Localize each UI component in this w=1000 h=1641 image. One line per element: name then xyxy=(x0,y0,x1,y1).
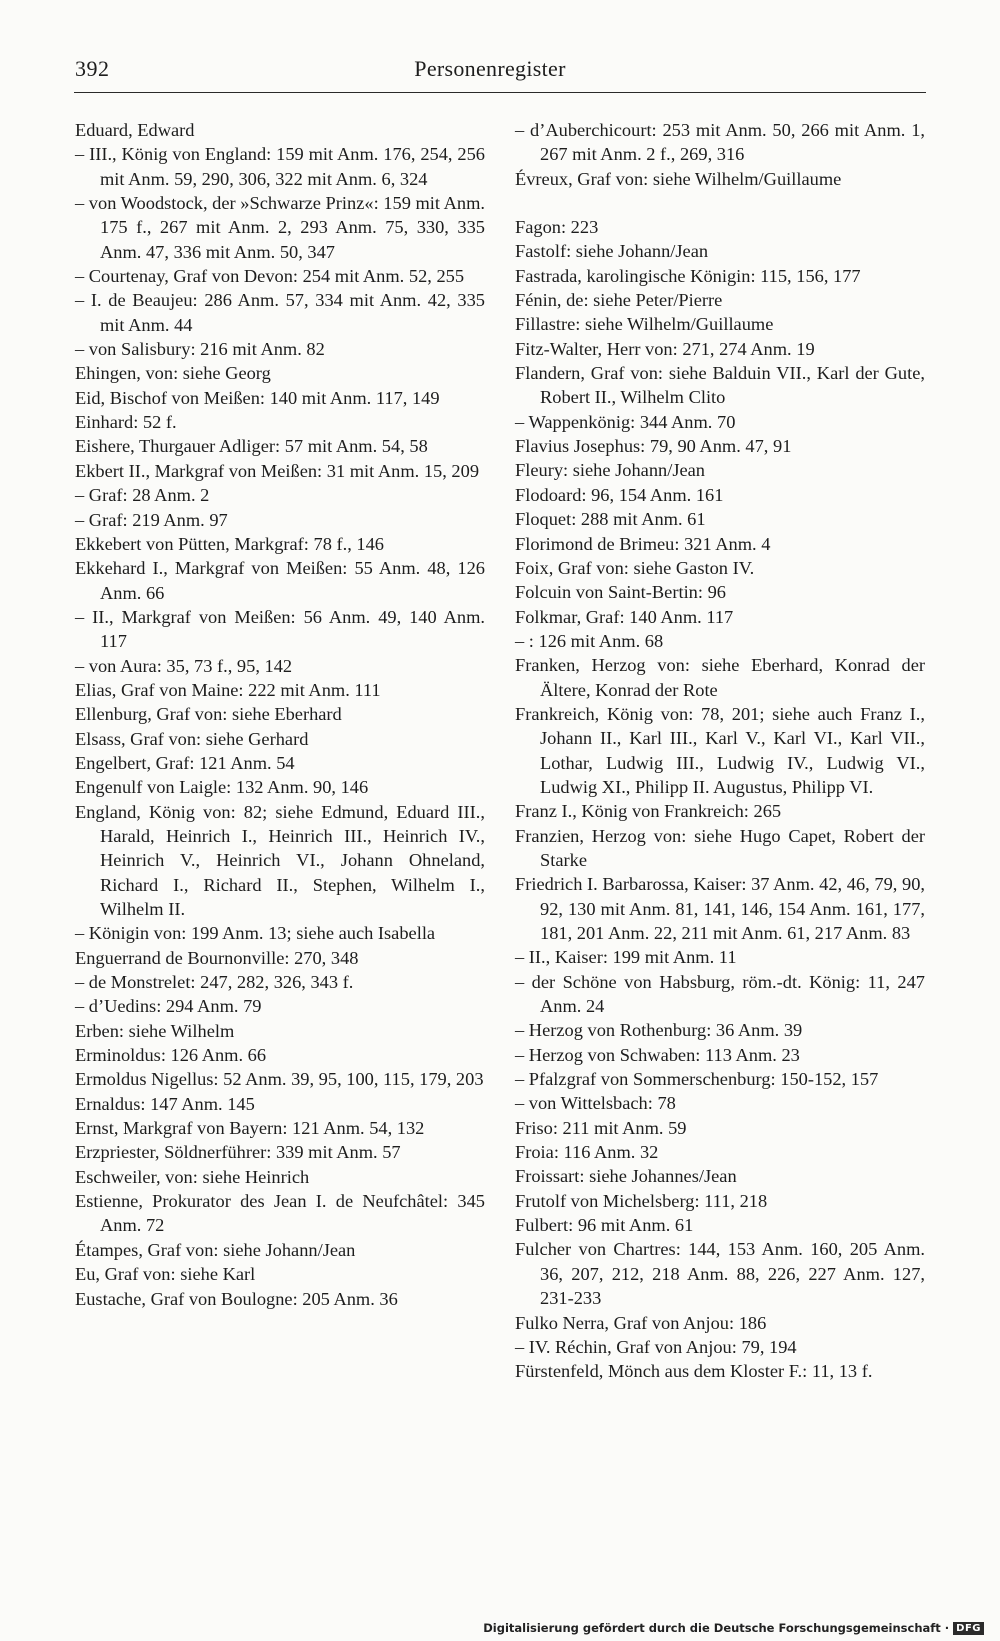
index-entry: Ekbert II., Markgraf von Meißen: 31 mit Anm. 15, 209 xyxy=(75,460,480,481)
index-entry: Froia: 116 Anm. 32 xyxy=(515,1142,659,1163)
index-entry: Froissart: siehe Johannes/Jean xyxy=(515,1166,737,1187)
index-entry: – II., Markgraf von Meißen: 56 Anm. 49, 140 Anm. 117 xyxy=(75,606,485,652)
letter-gap xyxy=(515,191,925,215)
index-entry: Ellenburg, Graf von: siehe Eberhard xyxy=(75,704,342,725)
index-entry: Flandern, Graf von: siehe Balduin VII., Karl der Gute, Robert II., Wilhelm Clito xyxy=(515,363,925,408)
index-entry: – Pfalzgraf von Sommerschenburg: 150-152, 157 xyxy=(515,1069,879,1090)
index-entry: Eid, Bischof von Meißen: 140 mit Anm. 117, 149 xyxy=(75,387,440,408)
index-entry: – Herzog von Schwaben: 113 Anm. 23 xyxy=(515,1044,800,1065)
index-entry: – Herzog von Rothenburg: 36 Anm. 39 xyxy=(515,1020,803,1041)
index-entry: Franken, Herzog von: siehe Eberhard, Konrad der Ältere, Konrad der Rote xyxy=(515,655,925,700)
index-entry: Eschweiler, von: siehe Heinrich xyxy=(75,1166,310,1187)
index-entry: Florimond de Brimeu: 321 Anm. 4 xyxy=(515,533,771,554)
index-entry: – von Wittelsbach: 78 xyxy=(515,1093,676,1114)
index-entry: – de Monstrelet: 247, 282, 326, 343 f. xyxy=(75,972,354,993)
index-entry: Ermoldus Nigellus: 52 Anm. 39, 95, 100, 115, 179, 203 xyxy=(75,1069,484,1090)
index-entry: Fulko Nerra, Graf von Anjou: 186 xyxy=(515,1312,767,1333)
page-number: 392 xyxy=(75,56,110,81)
index-entry: Einhard: 52 f. xyxy=(75,412,177,433)
index-entry: Friedrich I. Barbarossa, Kaiser: 37 Anm. 42, 46, 79, 90, 92, 130 mit Anm. 81, 141, 146, 154 Anm. 161, 177, 181, 201 Anm. 22, 211 mit Anm. 61, 217 Anm. 83 xyxy=(515,874,925,943)
index-entry: – von Salisbury: 216 mit Anm. 82 xyxy=(75,339,325,360)
index-entry: – III., König von England: 159 mit Anm. 176, 254, 256 mit Anm. 59, 290, 306, 322 mit Anm. 6, 324 xyxy=(75,144,485,189)
index-entry: – : 126 mit Anm. 68 xyxy=(515,630,664,651)
index-entry: Fénin, de: siehe Peter/Pierre xyxy=(515,290,723,311)
index-entry: Franz I., König von Frankreich: 265 xyxy=(515,801,782,822)
index-entry: Évreux, Graf von: siehe Wilhelm/Guillaume xyxy=(515,168,842,189)
index-entry: – der Schöne von Habsburg, röm.-dt. König: 11, 247 Anm. 24 xyxy=(515,971,925,1017)
index-entry: Fleury: siehe Johann/Jean xyxy=(515,460,705,481)
index-entry: Flodoard: 96, 154 Anm. 161 xyxy=(515,484,724,505)
index-entry: – von Woodstock, der »Schwarze Prinz«: 159 mit Anm. 175 f., 267 mit Anm. 2, 293 Anm. 75, 330, 335 Anm. 47, 336 mit Anm. 50, 347 xyxy=(75,193,485,262)
index-entry: – Courtenay, Graf von Devon: 254 mit Anm. 52, 255 xyxy=(75,266,465,287)
index-entry: – Wappenkönig: 344 Anm. 70 xyxy=(515,411,736,432)
index-entry: Franzien, Herzog von: siehe Hugo Capet, Robert der Starke xyxy=(515,825,925,870)
index-entry: Fulbert: 96 mit Anm. 61 xyxy=(515,1215,694,1236)
index-entry: Erminoldus: 126 Anm. 66 xyxy=(75,1045,267,1066)
index-entry: Fastrada, karolingische Königin: 115, 156, 177 xyxy=(515,265,861,286)
index-column-right xyxy=(515,118,925,1384)
index-entry: – d’Auberchicourt: 253 mit Anm. 50, 266 mit Anm. 1, 267 mit Anm. 2 f., 269, 316 xyxy=(515,120,925,165)
index-entry: Folcuin von Saint-Bertin: 96 xyxy=(515,582,726,603)
footer-text: Digitalisierung gefördert durch die Deutsche Forschungsgemeinschaft · xyxy=(483,1621,950,1635)
index-entry: – IV. Réchin, Graf von Anjou: 79, 194 xyxy=(515,1336,797,1357)
index-entry: Friso: 211 mit Anm. 59 xyxy=(515,1117,687,1138)
index-entry: Ernst, Markgraf von Bayern: 121 Anm. 54, 132 xyxy=(75,1118,425,1139)
dfg-logo: DFG xyxy=(953,1622,984,1635)
index-entry: Eustache, Graf von Boulogne: 205 Anm. 36 xyxy=(75,1288,398,1309)
index-entry: Étampes, Graf von: siehe Johann/Jean xyxy=(75,1239,356,1260)
index-entry: Eu, Graf von: siehe Karl xyxy=(75,1264,256,1285)
index-entry: Ehingen, von: siehe Georg xyxy=(75,363,271,384)
index-entry: Fagon: 223 xyxy=(515,217,599,238)
index-entry: Eduard, Edward xyxy=(75,120,195,140)
index-entry: Frutolf von Michelsberg: 111, 218 xyxy=(515,1190,768,1211)
index-entry: Ernaldus: 147 Anm. 145 xyxy=(75,1093,255,1114)
index-entry: Fastolf: siehe Johann/Jean xyxy=(515,241,709,262)
footer-credit xyxy=(483,1621,984,1635)
index-entry: Eishere, Thurgauer Adliger: 57 mit Anm. 54, 58 xyxy=(75,436,428,457)
index-entry: Erben: siehe Wilhelm xyxy=(75,1020,235,1041)
index-entry: Elsass, Graf von: siehe Gerhard xyxy=(75,728,309,749)
index-entry: England, König von: 82; siehe Edmund, Eduard III., Harald, Heinrich I., Heinrich III., Heinrich IV., Heinrich V., Heinrich VI., Johann Ohneland, Richard I., Richard II., Stephen, Wilhelm I., Wilhelm II. xyxy=(75,801,485,919)
index-entry: Fitz-Walter, Herr von: 271, 274 Anm. 19 xyxy=(515,338,815,359)
index-entry: Estienne, Prokurator des Jean I. de Neufchâtel: 345 Anm. 72 xyxy=(75,1191,485,1236)
index-entry: Fillastre: siehe Wilhelm/Guillaume xyxy=(515,314,774,335)
header-rule xyxy=(74,92,926,93)
index-column-left xyxy=(75,118,485,1311)
index-entry: – d’Uedins: 294 Anm. 79 xyxy=(75,996,262,1017)
index-entry: Folkmar, Graf: 140 Anm. 117 xyxy=(515,606,734,627)
index-entry: – Graf: 219 Anm. 97 xyxy=(75,509,228,530)
index-entry: Enguerrand de Bournonville: 270, 348 xyxy=(75,947,359,968)
index-entry: – Graf: 28 Anm. 2 xyxy=(75,485,210,506)
index-entry: Fulcher von Chartres: 144, 153 Anm. 160, 205 Anm. 36, 207, 212, 218 Anm. 88, 226, 227 Anm. 127, 231-233 xyxy=(515,1239,925,1309)
index-entry: Fürstenfeld, Mönch aus dem Kloster F.: 11, 13 f. xyxy=(515,1361,873,1382)
index-entry: Engelbert, Graf: 121 Anm. 54 xyxy=(75,752,295,773)
index-entry: Flavius Josephus: 79, 90 Anm. 47, 91 xyxy=(515,436,792,457)
index-entry: – II., Kaiser: 199 mit Anm. 11 xyxy=(515,947,737,968)
index-entry: – Königin von: 199 Anm. 13; siehe auch Isabella xyxy=(75,923,436,944)
index-entry: Ekkebert von Pütten, Markgraf: 78 f., 146 xyxy=(75,533,384,554)
running-head: Personenregister xyxy=(414,56,566,81)
index-entry: Erzpriester, Söldnerführer: 339 mit Anm. 57 xyxy=(75,1142,401,1163)
index-entry: Frankreich, König von: 78, 201; siehe auch Franz I., Johann II., Karl III., Karl V., Karl VI., Karl VII., Lothar, Ludwig III., Ludwig IV., Ludwig VI., Ludwig XI., Philipp II. Augustus, Philipp VI. xyxy=(515,703,925,797)
index-entry: Foix, Graf von: siehe Gaston IV. xyxy=(515,557,755,578)
index-entry: Engenulf von Laigle: 132 Anm. 90, 146 xyxy=(75,777,369,798)
index-entry: Ekkehard I., Markgraf von Meißen: 55 Anm. 48, 126 Anm. 66 xyxy=(75,558,485,603)
index-entry: Elias, Graf von Maine: 222 mit Anm. 111 xyxy=(75,679,381,700)
index-entry: – I. de Beaujeu: 286 Anm. 57, 334 mit Anm. 42, 335 mit Anm. 44 xyxy=(75,290,485,335)
index-entry: Floquet: 288 mit Anm. 61 xyxy=(515,509,706,530)
index-entry: – von Aura: 35, 73 f., 95, 142 xyxy=(75,655,293,676)
